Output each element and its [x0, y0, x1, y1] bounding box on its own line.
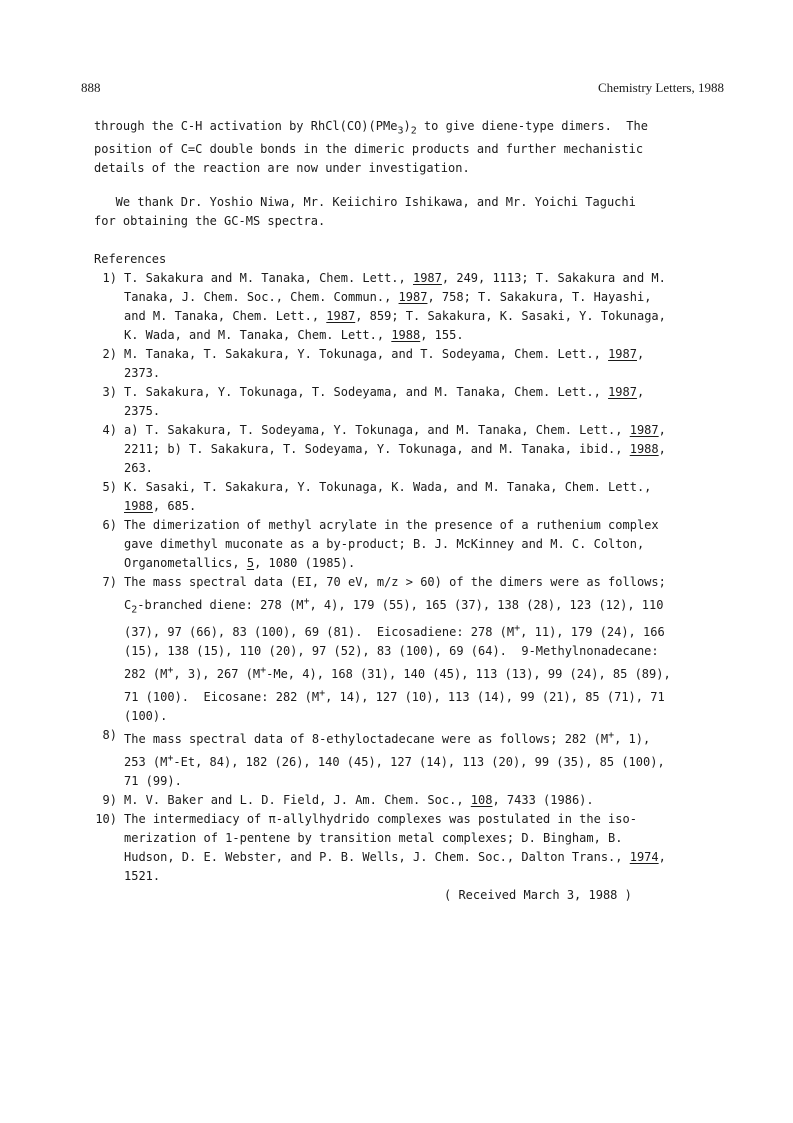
text-span: gave dimethyl muconate as a by-product; B. J. McKinney and M. C. Colton, — [124, 537, 645, 551]
text-line: position of C=C double bonds in the dimeric products and further mechanistic — [94, 142, 644, 157]
superscript: + — [303, 596, 310, 607]
text-span: 1521. — [124, 869, 161, 884]
reference-item — [81, 573, 741, 726]
text-span: Tanaka, J. Chem. Soc., Chem. Commun., — [124, 290, 399, 304]
reference-number: 9) — [102, 793, 117, 808]
reference-item — [81, 516, 741, 573]
text-span: T. Sakakura, Y. Tokunaga, T. Sodeyama, and M. Tanaka, Chem. Lett., — [124, 385, 609, 399]
underlined-year: 1988 — [629, 442, 659, 456]
reference-item — [81, 478, 741, 516]
reference-item — [81, 810, 741, 886]
text-span: through the C-H activation by RhCl(CO)(PMe — [94, 119, 398, 133]
text-span: -Me, 4), 168 (31), 140 (45), 113 (13), 99 (24), 85 (89), — [266, 667, 671, 682]
reference-item — [81, 383, 741, 421]
text-span: K. Wada, and M. Tanaka, Chem. Lett., — [124, 328, 392, 342]
reference-number: 8) — [102, 728, 117, 743]
text-span: 2375. — [124, 404, 161, 418]
text-span: T. Sakakura and M. Tanaka, Chem. Lett., — [124, 271, 413, 285]
underlined-year: 1987 — [398, 290, 428, 304]
reference-item — [81, 421, 741, 478]
text-span: , 1080 (1985). — [254, 556, 356, 570]
text-span: , 11), 179 (24), 166 — [520, 625, 665, 640]
reference-item — [81, 345, 741, 383]
text-span: , 14), 127 (10), 113 (14), 99 (21), 85 (71), 71 — [325, 690, 665, 705]
page-header — [81, 80, 724, 98]
reference-number: 5) — [102, 480, 117, 494]
text-span: , 3), 267 (M — [173, 667, 261, 682]
text-span: 282 (M — [124, 667, 168, 682]
body-paragraph-1 — [94, 117, 734, 178]
text-span: M. Tanaka, T. Sakakura, Y. Tokunaga, and T. Sodeyama, Chem. Lett., — [124, 347, 609, 361]
page-number: 888 — [81, 80, 101, 95]
text-span: , 7433 (1986). — [492, 793, 594, 808]
text-span: 71 (100). Eicosane: 282 (M — [124, 690, 320, 705]
text-span: , 685. — [152, 499, 197, 513]
text-span: The dimerization of methyl acrylate in the presence of a ruthenium complex — [124, 518, 659, 532]
reference-number: 7) — [102, 575, 117, 589]
text-span: The mass spectral data of 8-ethyloctadecane were as follows; 282 (M — [124, 732, 609, 747]
text-line: details of the reaction are now under investigation. — [94, 161, 470, 176]
superscript: + — [319, 688, 326, 700]
underlined-year: 1988 — [391, 328, 421, 342]
reference-number: 3) — [102, 385, 117, 399]
text-span: -branched diene: 278 (M — [137, 598, 304, 612]
references-list — [81, 269, 741, 886]
text-span: (37), 97 (66), 83 (100), 69 (81). Eicosadiene: 278 (M — [124, 625, 515, 640]
references-heading: References — [94, 252, 167, 266]
text-span: , 4), 179 (55), 165 (37), 138 (28), 123 (12), 110 — [309, 598, 664, 612]
underlined-volume: 5 — [246, 556, 255, 570]
text-span: , 859; T. Sakakura, K. Sasaki, Y. Tokunaga, — [355, 309, 666, 323]
superscript: + — [260, 665, 267, 677]
reference-number: 1) — [102, 271, 117, 285]
underlined-year: 1988 — [124, 499, 153, 513]
text-span: Hudson, D. E. Webster, and P. B. Wells, J. Chem. Soc., Dalton Trans., — [124, 850, 630, 865]
superscript: + — [167, 665, 174, 677]
text-span: The intermediacy of π-allylhydrido complexes was postulated in the iso- — [124, 812, 637, 827]
reference-number: 4) — [102, 423, 117, 437]
underlined-year: 1987 — [326, 309, 356, 323]
text-span: , — [636, 385, 645, 399]
text-span: C — [124, 598, 132, 612]
reference-item — [81, 791, 741, 810]
reference-item — [81, 726, 741, 791]
text-span: 253 (M — [124, 755, 168, 770]
superscript: + — [514, 623, 521, 635]
text-span: 263. — [124, 461, 153, 475]
text-span: , — [658, 850, 666, 865]
text-span: M. V. Baker and L. D. Field, J. Am. Chem. Soc., — [124, 793, 471, 808]
underlined-year: 1987 — [412, 271, 442, 285]
reference-number: 2) — [102, 347, 117, 361]
text-span: , — [636, 347, 645, 361]
subscript: 2 — [131, 604, 138, 616]
text-span: The mass spectral data (EI, 70 eV, m/z > 60) of the dimers were as follows; — [124, 575, 666, 589]
underlined-year: 1987 — [629, 423, 659, 437]
text-span: 2211; b) T. Sakakura, T. Sodeyama, Y. Tokunaga, and M. Tanaka, ibid., — [124, 442, 630, 456]
acknowledgement-paragraph — [94, 193, 734, 231]
text-line: for obtaining the GC-MS spectra. — [94, 214, 326, 228]
text-span: to give diene-type dimers. The — [416, 119, 648, 133]
text-span: and M. Tanaka, Chem. Lett., — [124, 309, 327, 323]
text-span: , 1), — [614, 732, 651, 747]
text-span: , — [658, 442, 666, 456]
text-span: 71 (99). — [124, 774, 182, 789]
subscript: 2 — [410, 125, 417, 137]
text-span: -Et, 84), 182 (26), 140 (45), 127 (14), 113 (20), 99 (35), 85 (100), — [173, 755, 665, 770]
text-span: (100). — [124, 709, 168, 724]
text-span: K. Sasaki, T. Sakakura, Y. Tokunaga, K. Wada, and M. Tanaka, Chem. Lett., — [124, 480, 652, 494]
text-span: merization of 1-pentene by transition metal complexes; D. Bingham, B. — [124, 831, 623, 846]
underlined-year: 1987 — [608, 385, 637, 399]
subscript: 3 — [397, 125, 404, 137]
superscript: + — [608, 730, 615, 742]
reference-number: 10) — [95, 812, 117, 827]
text-span: ) — [403, 119, 411, 133]
text-span: a) T. Sakakura, T. Sodeyama, Y. Tokunaga, and M. Tanaka, Chem. Lett., — [124, 423, 630, 437]
text-span: (15), 138 (15), 110 (20), 97 (52), 83 (100), 69 (64). 9-Methylnonadecane: — [124, 644, 659, 659]
underlined-year: 1974 — [629, 850, 659, 865]
text-span: , 249, 1113; T. Sakakura and M. — [441, 271, 666, 285]
reference-number: 6) — [102, 518, 117, 532]
text-span: , — [658, 423, 666, 437]
underlined-year: 1987 — [608, 347, 637, 361]
reference-item — [81, 269, 741, 345]
text-span: 2373. — [124, 366, 161, 380]
text-span: , 155. — [420, 328, 464, 342]
received-date: ( Received March 3, 1988 ) — [444, 888, 632, 902]
journal-title: Chemistry Letters, 1988 — [597, 80, 724, 95]
text-span: Organometallics, — [124, 556, 247, 570]
text-span: , 758; T. Sakakura, T. Hayashi, — [427, 290, 652, 304]
text-line: We thank Dr. Yoshio Niwa, Mr. Keiichiro Ishikawa, and Mr. Yoichi Taguchi — [94, 195, 636, 209]
superscript: + — [167, 753, 174, 765]
underlined-volume: 108 — [470, 793, 493, 808]
